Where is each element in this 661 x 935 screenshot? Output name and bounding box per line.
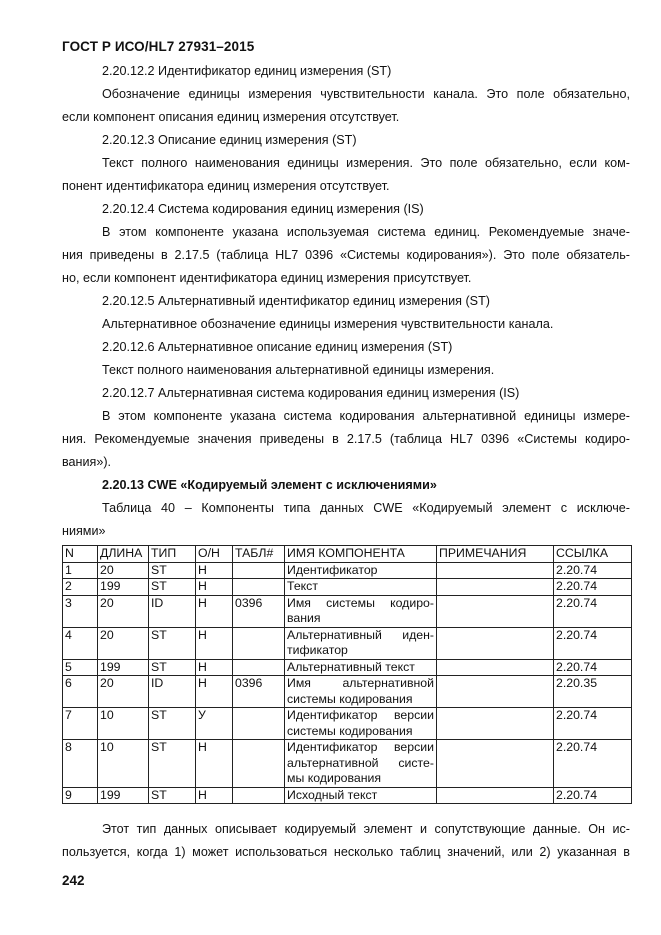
component-name-line: Альтернативный текст	[287, 659, 415, 674]
component-name-line: Альтернативный иден-	[287, 627, 434, 642]
table-cell-name	[285, 787, 437, 804]
table-cell-tbl: 0396	[233, 676, 285, 708]
table-cell-tbl	[233, 659, 285, 676]
table-cell-n: 5	[63, 659, 98, 676]
table-cell-tbl	[233, 627, 285, 659]
component-name-line: Имя системы кодиро-	[287, 595, 434, 610]
table-caption: Таблица 40 – Компоненты типа данных CWE «Кодируемый элемент с исключе-	[102, 501, 630, 515]
column-header: ТАБЛ#	[233, 546, 285, 563]
table-cell-opt: Н	[196, 676, 233, 708]
section-heading-2-20-12-2: 2.20.12.2 Идентификатор единиц измерения (ST)	[102, 64, 392, 78]
table-cell-note	[437, 627, 554, 659]
table-cell-n: 6	[63, 676, 98, 708]
column-header: ССЫЛКА	[554, 546, 632, 563]
table-cell-len: 10	[98, 708, 149, 740]
table-row	[63, 659, 632, 676]
table-cell-ref: 2.20.74	[554, 659, 632, 676]
table-cell-n: 1	[63, 562, 98, 579]
table-cell-type: ST	[149, 659, 196, 676]
table-cell-len: 10	[98, 740, 149, 788]
table-cell-note	[437, 659, 554, 676]
paragraph-line: понент идентификатора единиц измерения отсутствует.	[62, 179, 390, 193]
table-cell-type: ST	[149, 562, 196, 579]
column-header: ДЛИНА	[98, 546, 149, 563]
paragraph-line: Текст полного наименования единицы измерения. Это поле обязательно, если ком-	[102, 156, 630, 170]
cwe-components-table	[62, 545, 632, 804]
table-cell-type: ID	[149, 676, 196, 708]
component-name-line: системы кодирования	[287, 691, 413, 706]
table-cell-note	[437, 787, 554, 804]
table-cell-note	[437, 740, 554, 788]
table-row	[63, 676, 632, 708]
component-name-line: Идентификатор версии	[287, 708, 434, 722]
column-header: N	[63, 546, 98, 563]
table-cell-name	[285, 708, 437, 740]
table-row	[63, 787, 632, 804]
table-row	[63, 579, 632, 596]
table-cell-ref: 2.20.74	[554, 740, 632, 788]
table-cell-opt: Н	[196, 740, 233, 788]
table-cell-name	[285, 740, 437, 788]
component-name-line: Имя альтернативной	[287, 676, 434, 690]
section-heading-2-20-12-4: 2.20.12.4 Система кодирования единиц измерения (IS)	[102, 202, 424, 216]
table-cell-ref: 2.20.74	[554, 562, 632, 579]
table-cell-ref: 2.20.74	[554, 787, 632, 804]
table-cell-name	[285, 579, 437, 596]
component-name-line: тификатор	[287, 643, 348, 657]
table-cell-n: 9	[63, 787, 98, 804]
table-cell-note	[437, 708, 554, 740]
section-heading-2-20-12-7: 2.20.12.7 Альтернативная система кодирования единиц измерения (IS)	[102, 386, 520, 400]
component-name-line: Идентификатор	[287, 562, 378, 577]
table-cell-tbl	[233, 787, 285, 804]
table-cell-ref: 2.20.74	[554, 595, 632, 627]
table-cell-ref: 2.20.74	[554, 708, 632, 740]
paragraph-line: если компонент описания единиц измерения отсутствует.	[62, 110, 400, 124]
table-cell-type: ST	[149, 708, 196, 740]
table-cell-name	[285, 627, 437, 659]
paragraph-line: Этот тип данных описывает кодируемый элемент и сопутствующие данные. Он ис-	[102, 822, 630, 836]
paragraph-line: ния. Рекомендуемые значения приведены в 2.17.5 (таблица HL7 0396 «Системы кодиро-	[62, 432, 630, 446]
column-header: ТИП	[149, 546, 196, 563]
table-cell-n: 7	[63, 708, 98, 740]
paragraph-line: В этом компоненте указана система кодирования альтернативной единицы измере-	[102, 409, 630, 423]
page-number: 242	[62, 873, 85, 888]
table-cell-opt: Н	[196, 787, 233, 804]
component-name-line: Идентификатор версии	[287, 740, 434, 754]
component-name-line: Текст	[287, 579, 318, 593]
table-cell-opt: Н	[196, 627, 233, 659]
paragraph-line: В этом компоненте указана используемая система единиц. Рекомендуемые значе-	[102, 225, 630, 239]
table-header-row	[63, 546, 632, 563]
table-row	[63, 708, 632, 740]
column-header: ПРИМЕЧАНИЯ	[437, 546, 554, 563]
table-cell-tbl	[233, 708, 285, 740]
section-heading-2-20-12-3: 2.20.12.3 Описание единиц измерения (ST)	[102, 133, 357, 147]
column-header: ИМЯ КОМПОНЕНТА	[285, 546, 437, 563]
table-caption-continued: ниями»	[62, 524, 106, 538]
component-name-line: мы кодирования	[287, 771, 382, 785]
table-cell-ref: 2.20.35	[554, 676, 632, 708]
table-cell-name	[285, 562, 437, 579]
table-cell-note	[437, 562, 554, 579]
paragraph-line: вания»).	[62, 455, 112, 469]
paragraph-line: Текст полного наименования альтернативной единицы измерения.	[102, 363, 495, 377]
column-header: О/Н	[196, 546, 233, 563]
table-cell-len: 20	[98, 676, 149, 708]
section-heading-2-20-13: 2.20.13 CWE «Кодируемый элемент с исключениями»	[102, 478, 437, 492]
table-cell-n: 4	[63, 627, 98, 659]
table-cell-type: ST	[149, 627, 196, 659]
table-cell-ref: 2.20.74	[554, 627, 632, 659]
table-cell-opt: У	[196, 708, 233, 740]
table-cell-tbl	[233, 740, 285, 788]
paragraph-line: но, если компонент идентификатора единиц измерения присутствует.	[62, 271, 472, 285]
table-cell-note	[437, 579, 554, 596]
table-cell-n: 8	[63, 740, 98, 788]
table-cell-tbl	[233, 579, 285, 596]
paragraph-line: Обозначение единицы измерения чувствительности канала. Это поле обязательно,	[102, 87, 630, 101]
table-row	[63, 595, 632, 627]
table-cell-type: ID	[149, 595, 196, 627]
document-header: ГОСТ Р ИСО/HL7 27931–2015	[62, 39, 255, 54]
table-row	[63, 627, 632, 659]
table-row	[63, 740, 632, 788]
table-cell-len: 20	[98, 627, 149, 659]
table-cell-tbl	[233, 562, 285, 579]
table-cell-note	[437, 676, 554, 708]
table-cell-opt: Н	[196, 659, 233, 676]
table-cell-name	[285, 659, 437, 676]
table-cell-type: ST	[149, 579, 196, 596]
table-cell-note	[437, 595, 554, 627]
component-name-line: вания	[287, 611, 321, 625]
table-cell-opt: Н	[196, 562, 233, 579]
table-cell-type: ST	[149, 787, 196, 804]
table-cell-len: 20	[98, 562, 149, 579]
table-cell-len: 20	[98, 595, 149, 627]
component-name-line: системы кодирования	[287, 723, 413, 738]
table-row	[63, 562, 632, 579]
table-cell-len: 199	[98, 659, 149, 676]
component-name-line: Исходный текст	[287, 787, 378, 802]
paragraph-line: Альтернативное обозначение единицы измерения чувствительности канала.	[102, 317, 554, 331]
section-heading-2-20-12-5: 2.20.12.5 Альтернативный идентификатор единиц измерения (ST)	[102, 294, 490, 308]
section-heading-2-20-12-6: 2.20.12.6 Альтернативное описание единиц измерения (ST)	[102, 340, 453, 354]
paragraph-line: пользуется, когда 1) может использоваться несколько таблиц значений, или 2) указанная в	[62, 845, 630, 859]
table-cell-tbl: 0396	[233, 595, 285, 627]
table-cell-len: 199	[98, 787, 149, 804]
table-cell-n: 3	[63, 595, 98, 627]
paragraph-line: ния приведены в 2.17.5 (таблица HL7 0396 «Системы кодирования»). Это поле обязатель-	[62, 248, 630, 262]
table-cell-name	[285, 676, 437, 708]
table-cell-ref: 2.20.74	[554, 579, 632, 596]
table-cell-len: 199	[98, 579, 149, 596]
table-cell-opt: Н	[196, 595, 233, 627]
component-name-line: альтернативной систе-	[287, 755, 434, 770]
table-cell-name	[285, 595, 437, 627]
table-cell-n: 2	[63, 579, 98, 596]
table-cell-type: ST	[149, 740, 196, 788]
table-cell-opt: Н	[196, 579, 233, 596]
